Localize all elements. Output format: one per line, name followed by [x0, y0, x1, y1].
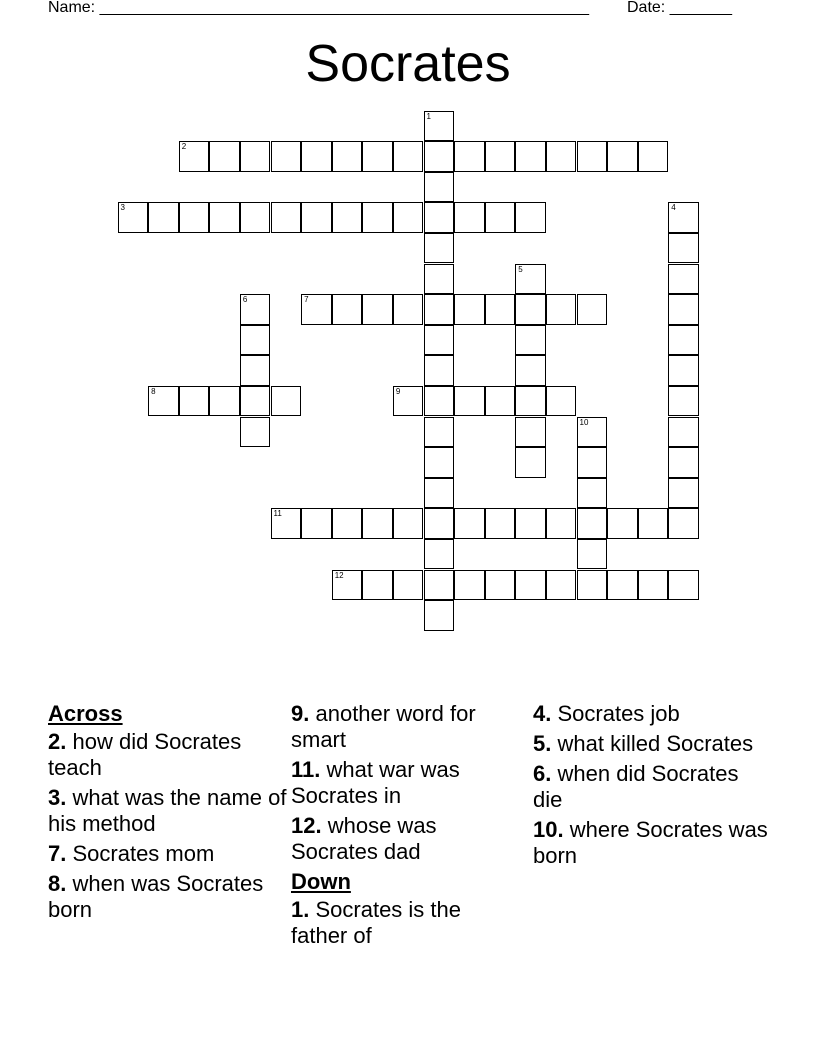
clue-down-6: 6. when did Socrates die: [533, 761, 739, 812]
clue-number: 2: [181, 142, 187, 152]
grid-cell[interactable]: [271, 141, 302, 172]
grid-cell[interactable]: [668, 325, 699, 356]
grid-cell[interactable]: [240, 355, 271, 386]
across-heading: Across: [48, 701, 123, 726]
grid-cell[interactable]: [424, 447, 455, 478]
grid-cell[interactable]: [424, 202, 455, 233]
clue-column-3: [533, 701, 773, 873]
grid-cell[interactable]: [668, 386, 699, 417]
grid-cell[interactable]: [485, 202, 516, 233]
grid-cell[interactable]: [424, 478, 455, 509]
grid-cell[interactable]: [424, 386, 455, 417]
date-field[interactable]: Date: _______: [627, 0, 732, 16]
grid-cell[interactable]: [668, 202, 699, 233]
clue-number: 6: [242, 295, 248, 305]
grid-cell[interactable]: [515, 447, 546, 478]
clue-number: 12: [334, 570, 344, 580]
grid-cell[interactable]: [515, 294, 546, 325]
grid-cell[interactable]: [577, 570, 608, 601]
grid-cell[interactable]: [424, 355, 455, 386]
grid-cell[interactable]: [301, 202, 332, 233]
grid-cell[interactable]: [577, 478, 608, 509]
grid-cell[interactable]: [240, 386, 271, 417]
grid-cell[interactable]: [362, 141, 393, 172]
grid-cell[interactable]: [271, 386, 302, 417]
grid-cell[interactable]: [209, 141, 240, 172]
grid-cell[interactable]: [668, 447, 699, 478]
grid-cell[interactable]: [577, 417, 608, 448]
grid-cell[interactable]: [607, 508, 638, 539]
clue-across-9: 9. another word for smart: [291, 701, 476, 752]
grid-cell[interactable]: [668, 264, 699, 295]
grid-cell[interactable]: [362, 294, 393, 325]
grid-cell[interactable]: [577, 294, 608, 325]
grid-cell[interactable]: [577, 141, 608, 172]
grid-cell[interactable]: [424, 417, 455, 448]
grid-cell[interactable]: [424, 233, 455, 264]
grid-cell[interactable]: [607, 141, 638, 172]
down-heading: Down: [291, 869, 351, 894]
grid-cell[interactable]: [393, 294, 424, 325]
grid-cell[interactable]: [638, 570, 669, 601]
grid-cell[interactable]: [546, 141, 577, 172]
grid-cell[interactable]: [577, 447, 608, 478]
grid-cell[interactable]: [332, 202, 363, 233]
grid-cell[interactable]: [362, 570, 393, 601]
grid-cell[interactable]: [424, 325, 455, 356]
grid-cell[interactable]: [424, 172, 455, 203]
clue-number: 1: [426, 111, 431, 121]
grid-cell[interactable]: [485, 141, 516, 172]
grid-cell[interactable]: [515, 386, 546, 417]
grid-cell[interactable]: [546, 570, 577, 601]
grid-cell[interactable]: [638, 141, 669, 172]
grid-cell[interactable]: [638, 508, 669, 539]
grid-cell[interactable]: [148, 386, 179, 417]
grid-cell[interactable]: [424, 294, 455, 325]
grid-cell[interactable]: [485, 508, 516, 539]
grid-cell[interactable]: [393, 386, 424, 417]
grid-cell[interactable]: [424, 141, 455, 172]
clue-number: 3: [120, 203, 125, 213]
grid-cell[interactable]: [148, 202, 179, 233]
grid-cell[interactable]: [240, 294, 271, 325]
grid-cell[interactable]: [668, 508, 699, 539]
grid-cell[interactable]: [485, 294, 516, 325]
grid-cell[interactable]: [301, 294, 332, 325]
clue-number: 11: [273, 509, 282, 519]
grid-cell[interactable]: [332, 508, 363, 539]
grid-cell[interactable]: [515, 417, 546, 448]
grid-cell[interactable]: [515, 202, 546, 233]
grid-cell[interactable]: [607, 570, 638, 601]
grid-cell[interactable]: [301, 141, 332, 172]
grid-cell[interactable]: [271, 202, 302, 233]
grid-cell[interactable]: [240, 325, 271, 356]
grid-cell[interactable]: [424, 600, 455, 631]
page-title: Socrates: [305, 35, 511, 93]
grid-cell[interactable]: [515, 141, 546, 172]
grid-cell[interactable]: [485, 570, 516, 601]
grid-cell[interactable]: [424, 111, 455, 142]
grid-cell[interactable]: [454, 294, 485, 325]
grid-cell[interactable]: [668, 478, 699, 509]
clue-across-8: 8. when was Socrates born: [48, 871, 264, 922]
grid-cell[interactable]: [393, 508, 424, 539]
clue-across-12: 12. whose was Socrates dad: [291, 813, 437, 864]
grid-cell[interactable]: [668, 355, 699, 386]
clue-across-11: 11. what war was Socrates in: [291, 757, 460, 808]
grid-cell[interactable]: [424, 539, 455, 570]
grid-cell[interactable]: [668, 233, 699, 264]
clue-number: 9: [395, 386, 401, 396]
clue-number: 7: [304, 295, 309, 305]
grid-cell[interactable]: [301, 508, 332, 539]
clue-column-2: [291, 701, 511, 953]
grid-cell[interactable]: [240, 202, 271, 233]
grid-cell[interactable]: [454, 202, 485, 233]
grid-cell[interactable]: [179, 141, 210, 172]
grid-cell[interactable]: [577, 508, 608, 539]
grid-cell[interactable]: [424, 508, 455, 539]
clue-across-2: 2. how did Socrates teach: [48, 729, 242, 780]
grid-cell[interactable]: [332, 294, 363, 325]
grid-cell[interactable]: [485, 386, 516, 417]
grid-cell[interactable]: [515, 325, 546, 356]
grid-cell[interactable]: [454, 570, 485, 601]
grid-cell[interactable]: [668, 570, 699, 601]
grid-cell[interactable]: [393, 570, 424, 601]
clue-number: 5: [518, 264, 523, 274]
grid-cell[interactable]: [362, 202, 393, 233]
clue-number: 4: [671, 203, 676, 213]
clue-down-10: 10. where Socrates was born: [533, 817, 768, 868]
clue-number: 8: [151, 386, 156, 396]
grid-cell[interactable]: [424, 570, 455, 601]
clue-across-3: 3. what was the name of his method: [48, 785, 287, 836]
grid-cell[interactable]: [424, 264, 455, 295]
grid-cell[interactable]: [332, 141, 363, 172]
grid-cell[interactable]: [179, 202, 210, 233]
clue-down-4: 4. Socrates job: [533, 701, 680, 726]
clue-down-1: 1. Socrates is the father of: [291, 897, 461, 948]
grid-cell[interactable]: [179, 386, 210, 417]
grid-cell[interactable]: [271, 508, 302, 539]
grid-cell[interactable]: [240, 141, 271, 172]
clue-column-1: [48, 701, 288, 927]
name-field[interactable]: Name: _______________________________________________________: [48, 0, 589, 16]
grid-cell[interactable]: [393, 141, 424, 172]
grid-cell[interactable]: [118, 202, 149, 233]
grid-cell[interactable]: [515, 355, 546, 386]
grid-cell[interactable]: [668, 294, 699, 325]
grid-cell[interactable]: [454, 508, 485, 539]
grid-cell[interactable]: [515, 508, 546, 539]
grid-cell[interactable]: [515, 264, 546, 295]
grid-cell[interactable]: [577, 539, 608, 570]
grid-cell[interactable]: [362, 508, 393, 539]
grid-cell[interactable]: [546, 508, 577, 539]
grid-cell[interactable]: [393, 202, 424, 233]
grid-cell[interactable]: [668, 417, 699, 448]
grid-cell[interactable]: [546, 294, 577, 325]
grid-cell[interactable]: [209, 386, 240, 417]
grid-cell[interactable]: [332, 570, 363, 601]
grid-cell[interactable]: [454, 386, 485, 417]
grid-cell[interactable]: [546, 386, 577, 417]
grid-cell[interactable]: [454, 141, 485, 172]
grid-cell[interactable]: [515, 570, 546, 601]
clue-down-5: 5. what killed Socrates: [533, 731, 754, 756]
grid-cell[interactable]: [240, 417, 271, 448]
clue-across-7: 7. Socrates mom: [48, 841, 215, 866]
grid-cell[interactable]: [209, 202, 240, 233]
clue-number: 10: [579, 417, 589, 427]
